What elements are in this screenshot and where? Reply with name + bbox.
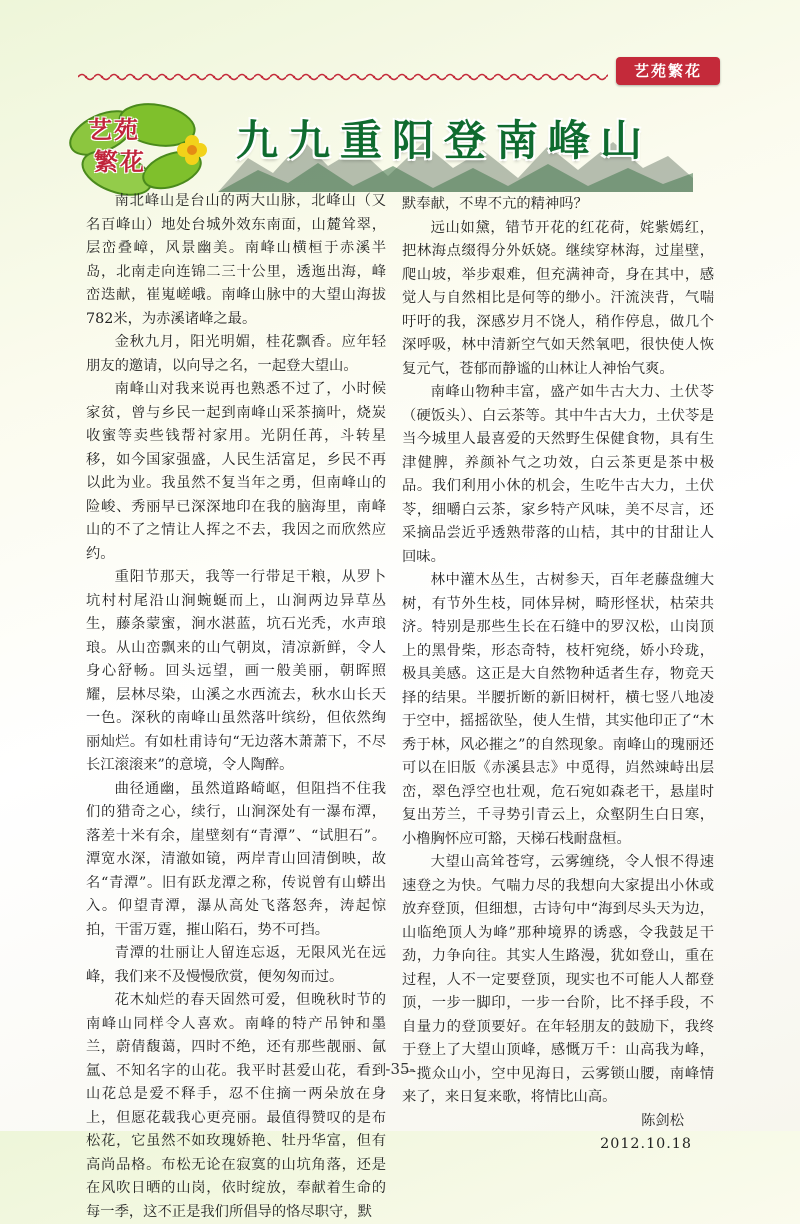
logo-text-line2: 繁花 — [94, 148, 146, 176]
paragraph: 远山如黛，错节开花的红花荷，姹紫嫣红，把林海点缀得分外妖娆。继续穿林海，过崖壁，爬山坡，举步艰难，但充满神奇，身在其中，感觉人与自然相比是何等的缈小。汗流浃背，气喘吁吁的我，深感岁月不饶人，稍作停息，做几个深呼吸，林中清新空气如天然氧吧，很快使人恢复元气，苍郁而静谧的山林让人神怡气爽。 — [402, 219, 714, 377]
paragraph: 重阳节那天，我等一行带足干粮，从罗卜坑村村尾沿山涧蜿蜒而上，山涧两边异草丛生，藤条蒙蜜，涧水湛蓝，坑石光秃，水声琅琅。从山峦飘来的山气朝岚，清凉新鲜，令人身心舒畅。回头远望，画一般美丽，朝晖照耀，层林尽染，山溪之水西流去，秋水山长天一色。深秋的南峰山虽然落叶缤纷，但依然绚丽灿烂。有如杜甫诗句“无边落木萧萧下，不尽长江滚滚来”的意境，令人陶醉。 — [86, 569, 386, 773]
paragraph: 南峰山对我来说再也熟悉不过了，小时候家贫，曾与乡民一起到南峰山采茶摘叶，烧炭收蜜等卖些钱帮衬家用。光阴任苒，斗转星移，如今国家强盛，人民生活富足，乡民不再以此为业。我虽然不复当年之勇，但南峰山的险峻、秀丽早已深深地印在我的脑海里，南峰山的不了之情让人挥之不去，我因之而欣然应约。 — [86, 381, 386, 562]
article-title: 九九重阳登南峰山 — [236, 116, 653, 165]
paragraph: 曲径通幽，虽然道路崎岖，但阻挡不住我们的猎奇之心，续行，山涧深处有一瀑布潭，落差十米有余，崖壁刻有“青潭”、“试胆石”。潭宽水深，清澈如镜，两岸青山回清倒映，故名“青潭”。旧有跃龙潭之称，传说曾有山蟒出入。仰望青潭，瀑从高处飞落怒奔，涛起惊拍，干雷万霆，摧山陷石，势不可挡。 — [86, 780, 386, 938]
logo-text-line1: 艺苑 — [88, 116, 140, 144]
paragraph: 林中灌木丛生，古树参天，百年老藤盘缠大树，有节外生枝，同体异树，畸形怪状，枯荣共济。特别是那些生长在石缝中的罗汉松，山岗顶上的黑骨柴，形态奇特，枝杆宛绕，娇小玲珑，极具美感。这正是大自然物种适者生存，物竞天择的结果。半腰折断的新旧树杆，横七竖八地凌于空中，摇摇欲坠，使人生惜，其实他印正了“木秀于林，风必摧之”的自然现象。南峰山的瑰丽还可以在旧版《赤溪县志》中觅得，岿然竦峙出层峦，翠色浮空也壮观，危石宛如森老干，悬崖时复出芳兰，千寻势引青云上，众壑阴生白日寒，小橹胸怀应可豁，天梯石栈耐盘桓。 — [402, 572, 714, 847]
paragraph: 南峰山物种丰富，盛产如牛古大力、土伏苓（硬饭头）、白云茶等。其中牛古大力，土伏苓是当今城里人最喜爱的天然野生保健食物，具有生津健脾，养颜补气之功效，白云茶更是茶中极品。我们利用小休的机会，生吃牛古大力，土伏苓，细嚼白云茶，家乡特产风味，美不尽言，还采摘品尝近乎透熟带落的山桔，其中的甘甜让人回味。 — [402, 384, 714, 565]
paragraph: 花木灿烂的春天固然可爱，但晚秋时节的南峰山同样令人喜欢。南峰的特产吊钟和墨兰，蔚倩馥蔼，四时不绝，还有那些靓丽、氤氲、不知名字的山花。我平时甚爱山花，看到山花总是爱不释手，忍不住摘一两朵放在身上，但愿花载我心更亮丽。最值得赞叹的是布松花，它虽然不如玫瑰娇艳、牡丹华富，但有高尚品格。布松无论在寂寞的山坑角落，还是在风吹日晒的山岗，依时绽放，奉献着生命的每一季，这不正是我们所倡导的恪尽职守，默 — [86, 992, 386, 1220]
page-number: -35- — [385, 1060, 415, 1078]
right-column — [402, 193, 714, 1157]
paragraph: 大望山高耸苍穹，云雾缠绕，令人恨不得速速登之为快。气喘力尽的我想向大家提出小休或放弃登顶，但细想，古诗句中“海到尽头天为边，山临绝顶人为峰”那种境界的诱惑，令我鼓足干劲，力争向往。其实人生路漫，犹如登山，重在过程，人不一定要登顶，现实也不可能人人都登顶，一步一脚印，一步一台阶，比不择手段，不自量力的登顶要好。在年轻朋友的鼓励下，我终于登上了大望山顶峰，感慨万千：山高我为峰，一揽众山小，空中见海日，云雾锁山腰，南峰情来了，来日复来歌，将情比山高。 — [402, 854, 714, 1105]
paragraph: 默奉献，不卑不亢的精神吗？ — [402, 196, 588, 212]
ornament-border-icon — [78, 72, 608, 82]
section-tag: 艺苑繁花 — [616, 57, 720, 85]
paragraph: 青潭的壮丽让人留连忘返，无限风光在远峰，我们来不及慢慢欣赏，便匆匆而过。 — [86, 945, 386, 985]
author-name: 陈剑松 — [641, 1112, 684, 1129]
article-date: 2012.10.18 — [600, 1136, 692, 1152]
paragraph: 金秋九月，阳光明媚，桂花飘香。应年轻朋友的邀请，以向导之名，一起登大望山。 — [86, 334, 386, 374]
paragraph: 南北峰山是台山的两大山脉，北峰山（又名百峰山）地处台城外效东南面，山麓耸翠，层峦叠嶂，风景幽美。南峰山横桓于赤溪半岛，北南走向连锦二三十公里，透迤出海，峰峦迭献，崔嵬嵯峨。南峰山脉中的大望山海拔782米，为赤溪诸峰之最。 — [86, 193, 386, 327]
